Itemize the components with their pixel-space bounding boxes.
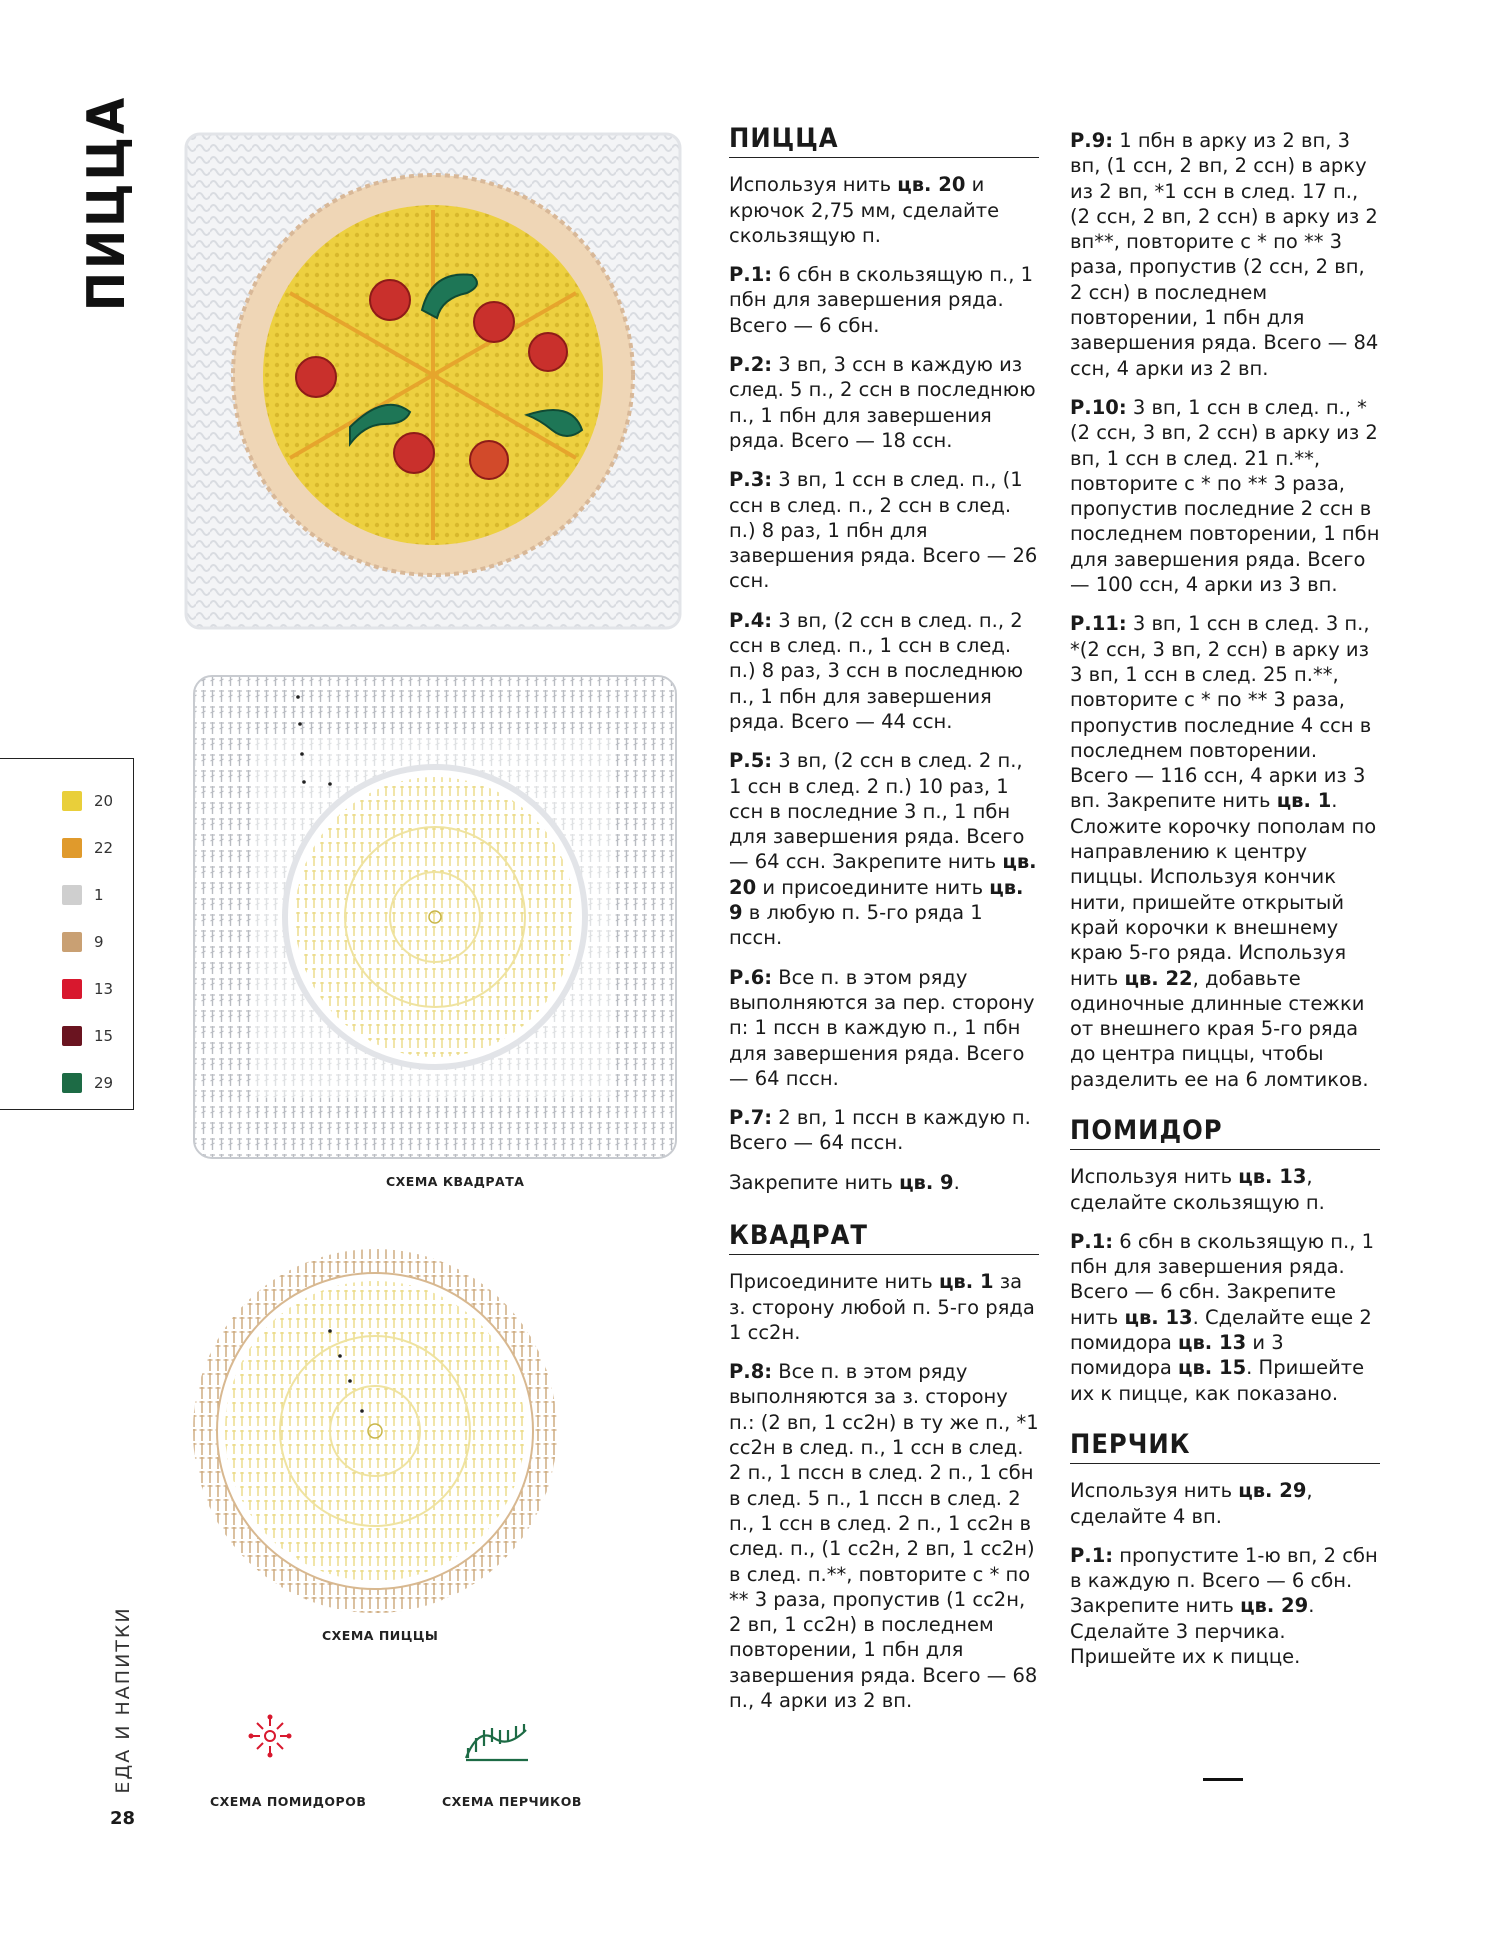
bold-term: Р.1: [729,263,773,287]
tomato-heading: ПОМИДОР [1070,1118,1380,1150]
color-swatch [62,885,82,905]
square-row-11 [1070,611,1380,1092]
text-segment: Закрепите нить [729,1170,900,1194]
text-segment: 3 вп, (2 ссн в след. 2 п., 1 ссн в след. 2 п.) 10 раз, 1 ссн в последние 3 п., 1 пбн для завершения ряда. Всего — 64 ссн. Закрепите нить [729,749,1025,874]
color-swatch [62,1073,82,1093]
pizza-row-3 [729,467,1039,593]
legend-label: 22 [94,839,114,857]
text-segment: . Сделайте 3 перчика. Пришейте их к пицце. [1070,1594,1315,1669]
text-segment: в любую п. 5-го ряда 1 пссн. [729,901,983,950]
text-segment: . Сделайте еще 2 помидора [1070,1305,1372,1355]
pepper-intro [1070,1478,1380,1529]
text-segment: 6 сбн в скользящую п., 1 пбн для завершения ряда. Всего — 6 сбн. Закрепите нить [1070,1229,1375,1329]
square-diagram [190,672,680,1162]
text-segment: за з. сторону любой п. 5-го ряда 1 сс2н. [729,1270,1035,1344]
bold-term: цв. 13 [1178,1331,1247,1355]
text-segment: и 3 помидора [1070,1331,1284,1380]
text-segment: 6 сбн в скользящую п., 1 пбн для завершения ряда. Всего — 6 сбн. [729,263,1034,337]
legend-item [62,1071,113,1095]
legend-item [62,930,104,954]
square-row-8 [729,1359,1039,1713]
pizza-row-2 [729,352,1039,453]
bold-term: цв. 22 [1124,966,1193,990]
legend-item [62,1024,113,1048]
bold-term: Р.4: [729,608,773,632]
section-label: ЕДА И НАПИТКИ [112,1606,134,1794]
text-column-2 [1070,128,1380,1683]
bold-term: цв. 29 [1238,1479,1307,1503]
bold-term: Р.5: [729,749,773,773]
legend-item [62,789,113,813]
legend-label: 20 [94,792,114,810]
color-swatch [62,791,82,811]
text-segment: Используя нить [1070,1479,1239,1503]
bold-term: Р.11: [1070,612,1127,636]
text-segment: 3 вп, 3 ссн в каждую из след. 5 п., 2 ссн в последнюю п., 1 пбн для завершения ряда. Всего — 18 ссн. [729,353,1036,452]
bold-term: цв. 1 [1276,789,1332,813]
side-title: ПИЦЦА [77,94,137,312]
bold-term: Р.1: [1070,1229,1114,1253]
text-segment: 3 вп, 1 ссн в след. 3 п., *(2 ссн, 3 вп, 2 ссн) в арку из 3 вп, 1 ссн в след. 25 п.**, повторите с * по ** 3 раза, пропустив последние 4 ссн в последнем повторении. Всего — 116 ссн, 4 арки из 3 вп. Закрепите нить [1070,612,1372,813]
legend-label: 13 [94,980,114,998]
text-segment: , сделайте скользящую п. [1070,1165,1325,1214]
bold-term: Р.3: [729,468,773,492]
text-segment: и присоедините нить [756,875,990,899]
page-number: 28 [110,1808,136,1829]
pizza-diagram-caption: СХЕМА ПИЦЦЫ [322,1628,439,1643]
bold-term: Р.10: [1070,395,1127,419]
pizza-row-1 [729,262,1039,338]
text-column-1 [729,123,1039,1727]
bold-term: цв. 9 [899,1170,954,1194]
text-segment: 3 вп, (2 ссн в след. п., 2 ссн в след. п., 1 ссн в след. п.) 8 раз, 3 ссн в последнюю п., 1 пбн для завершения ряда. Всего — 44 ссн. [729,608,1024,733]
text-segment: . [953,1170,960,1194]
square-row-9 [1070,128,1380,381]
legend-label: 29 [94,1074,114,1092]
bold-term: цв. 20 [729,850,1037,899]
text-segment: Используя нить [1070,1165,1239,1189]
text-segment: , добавьте одиночные длинные стежки от внешнего края 5-го ряда до центра пиццы, чтобы разделить ее на 6 ломтиков. [1070,966,1369,1091]
pepper-row-1 [1070,1543,1380,1669]
legend-label: 9 [94,933,104,951]
tomato-schema-icon [248,1714,292,1758]
square-heading: КВАДРАТ [729,1223,1039,1255]
tomato-schema-caption: СХЕМА ПОМИДОРОВ [210,1794,367,1809]
pepper-schema-icon [464,1722,530,1762]
text-segment: и крючок 2,75 мм, сделайте скользящую п. [729,173,1000,247]
tomato-row-1 [1070,1229,1380,1406]
text-segment: 1 пбн в арку из 2 вп, 3 вп, (1 ссн, 2 вп, 2 ссн) в арку из 2 вп, *1 ссн в след. 17 п., (2 ссн, 2 вп, 2 ссн) в арку из 2 вп**, повторите с * по ** 3 раза, пропустив (2 ссн, 2 вп, 2 ссн) в последнем повторении, 1 пбн для завершения ряда. Всего — 84 ссн, 4 арки из 2 вп. [1070,129,1379,380]
text-segment: , сделайте 4 вп. [1070,1479,1313,1528]
legend-item [62,836,113,860]
text-segment: Используя нить [729,173,898,197]
text-segment: Присоедините нить [729,1270,939,1294]
bold-term: цв. 1 [938,1270,994,1294]
pizza-row-7 [729,1105,1039,1156]
pepper-heading: ПЕРЧИК [1070,1432,1380,1464]
square-diagram-caption: СХЕМА КВАДРАТА [386,1174,525,1189]
bold-term: Р.1: [1070,1543,1114,1567]
color-swatch [62,1026,82,1046]
pizza-row-6 [729,965,1039,1091]
text-segment: 2 вп, 1 пссн в каждую п. Всего — 64 пссн. [729,1106,1031,1155]
pepper-schema-caption: СХЕМА ПЕРЧИКОВ [442,1794,582,1809]
pizza-photo [182,130,684,632]
bold-term: цв. 15 [1178,1356,1247,1380]
bold-term: Р.8: [729,1360,773,1384]
legend-label: 15 [94,1027,114,1045]
bold-term: цв. 20 [897,173,966,197]
text-segment: 3 вп, 1 ссн в след. п., (1 ссн в след. п., 2 ссн в след. п.) 8 раз, 1 пбн для завершения ряда. Всего — 26 ссн. [729,468,1038,593]
end-mark [1203,1778,1243,1781]
pizza-row-4 [729,608,1039,734]
bold-term: цв. 29 [1240,1594,1309,1618]
text-segment: 3 вп, 1 ссн в след. п., *(2 ссн, 3 вп, 2 ссн) в арку из 2 вп, 1 ссн в след. 21 п.**, повторите с * по ** 3 раза, пропустив последние 2 ссн в последнем повторении, 1 пбн для завершения ряда. Всего — 100 ссн, 4 арки из 3 вп. [1070,395,1380,597]
color-swatch [62,838,82,858]
text-segment: пропустите 1-ю вп, 2 сбн в каждую п. Всего — 6 сбн. Закрепите нить [1070,1543,1378,1618]
square-intro [729,1269,1039,1345]
color-swatch [62,979,82,999]
legend-label: 1 [94,886,104,904]
bold-term: Р.6: [729,965,773,989]
tomato-intro [1070,1164,1380,1215]
pizza-row-5 [729,748,1039,950]
square-row-10 [1070,395,1380,597]
pizza-diagram [190,1246,560,1616]
bold-term: цв. 13 [1124,1305,1193,1329]
bold-term: Р.9: [1070,129,1114,152]
bold-term: Р.7: [729,1106,773,1130]
bold-term: цв. 9 [729,875,1024,925]
text-segment: Все п. в этом ряду выполняются за пер. сторону п: 1 пссн в каждую п., 1 пбн для завершения ряда. Всего — 64 пссн. [729,965,1035,1090]
color-legend [0,758,134,1110]
pizza-fasten [729,1170,1039,1195]
color-swatch [62,932,82,952]
bold-term: цв. 13 [1238,1165,1307,1189]
bold-term: Р.2: [729,353,773,377]
legend-item [62,883,104,907]
text-segment: . Сложите корочку пополам по направлению к центру пиццы. Используя кончик нити, пришейте открытый край корочки к внешнему краю 5-го ряда. Используя нить [1070,789,1377,990]
text-segment: Все п. в этом ряду выполняются за з. сторону п.: (2 вп, 1 сс2н) в ту же п., *1 сс2н в след. п., 1 ссн в след. 2 п., 1 пссн в след. 2 п., 1 сбн в след. 5 п., 1 пссн в след. 2 п., 1 ссн в след. 2 п., 1 сс2н в след. п., (1 сс2н, 2 вп, 1 сс2н) в след. п.**, повторите с * по ** 3 раза, пропустив (1 сс2н, 2 вп, 1 сс2н) в последнем повторении, 1 пбн для завершения ряда. Всего — 68 п., 4 арки из 2 вп. [729,1360,1039,1713]
pizza-heading: ПИЦЦА [729,126,1039,158]
legend-item [62,977,113,1001]
pizza-intro [729,172,1039,248]
text-segment: . Пришейте их к пицце, как показано. [1070,1356,1365,1405]
